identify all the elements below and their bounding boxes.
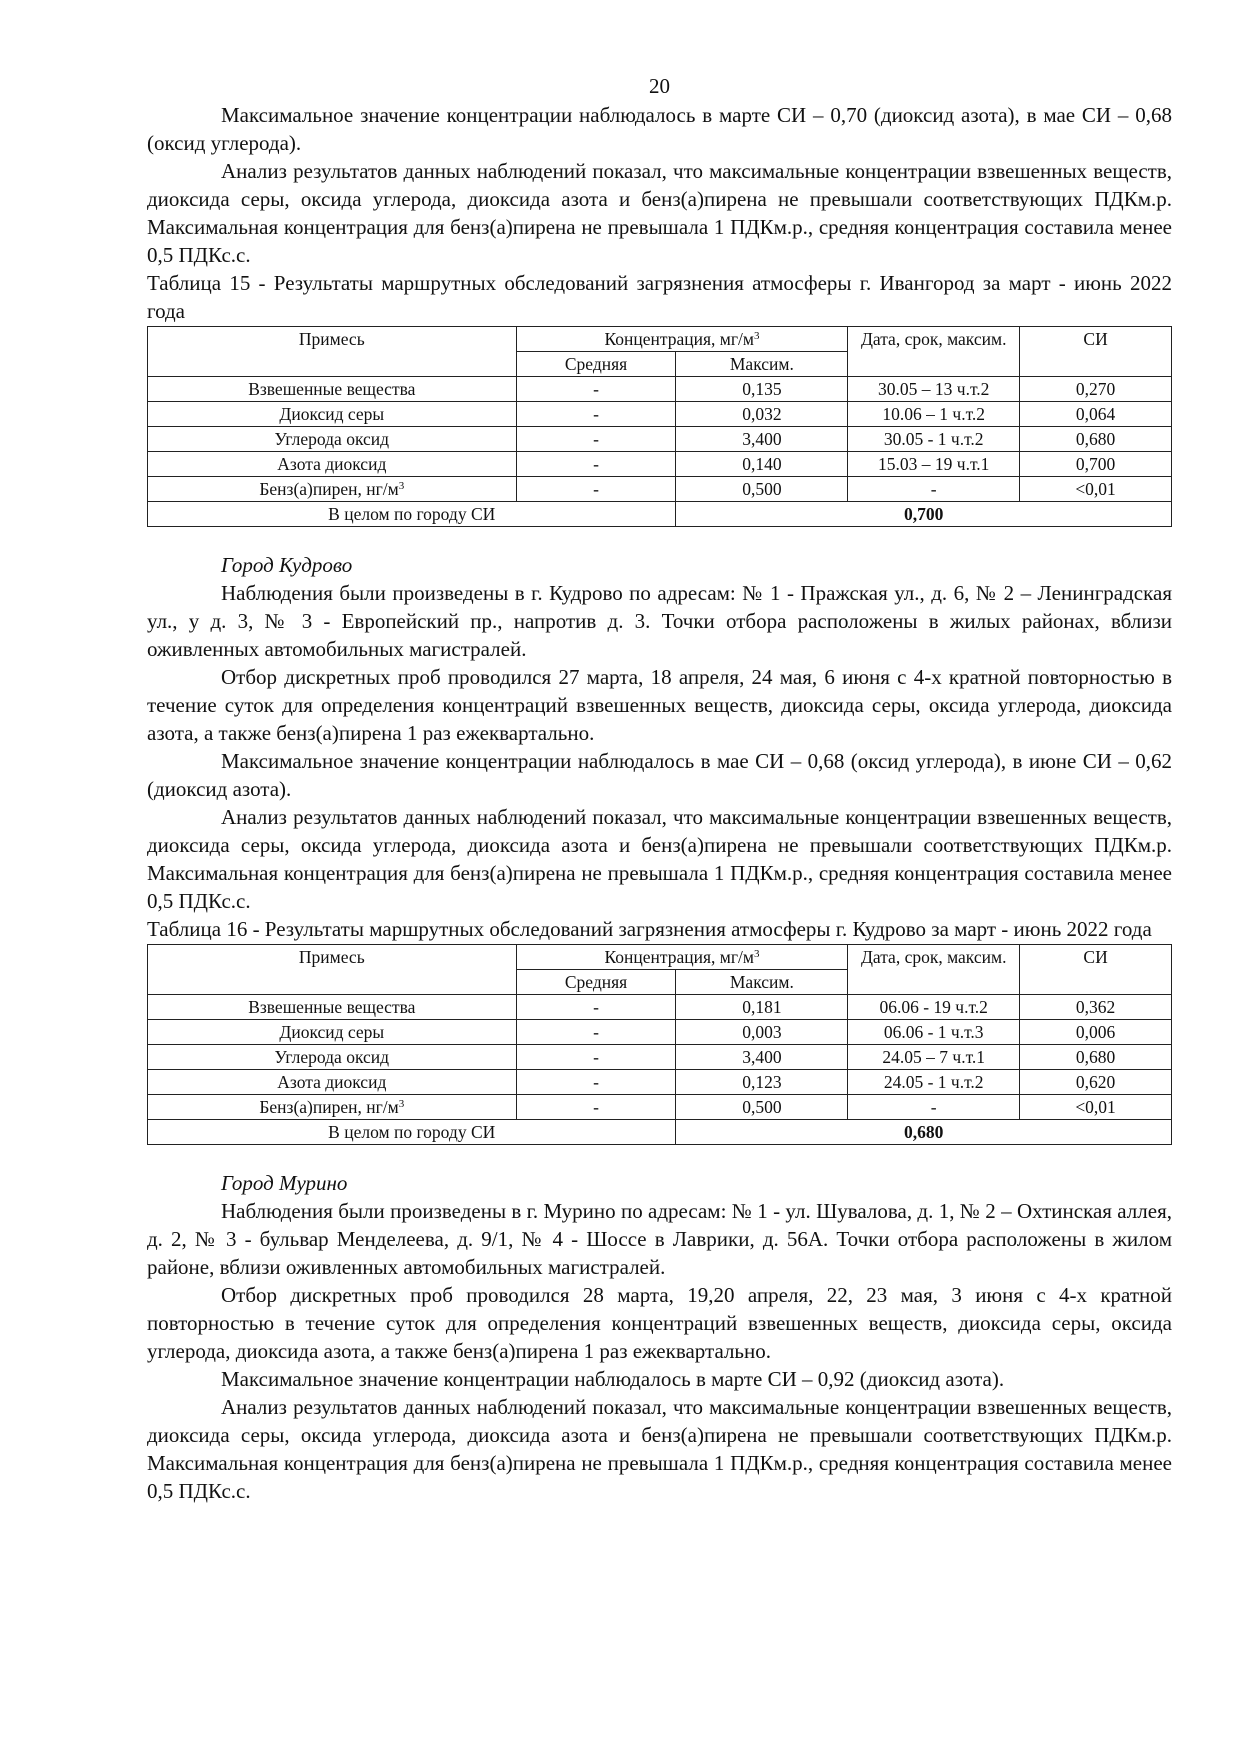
cell-mean: - [516,1095,676,1120]
cell-date: - [848,477,1020,502]
cell-date: 24.05 – 7 ч.т.1 [848,1045,1020,1070]
cell-mean: - [516,1070,676,1095]
table-row [148,477,1172,502]
cell-si: <0,01 [1020,1095,1172,1120]
cell-date: 10.06 – 1 ч.т.2 [848,402,1020,427]
header-substance: Примесь [148,327,517,377]
cell-date: 06.06 - 1 ч.т.3 [848,1020,1020,1045]
section-title-kudrovo: Город Кудрово [221,553,353,577]
cell-si: 0,700 [1020,452,1172,477]
total-value: 0,700 [676,502,1172,527]
table-total-row [148,1120,1172,1145]
header-concentration-label: Концентрация, мг/м [604,947,754,967]
header-concentration-label: Концентрация, мг/м [604,329,754,349]
cell-substance: Взвешенные вещества [148,377,517,402]
paragraph-ivangorod-max: Максимальное значение концентрации наблюдалось в марте СИ – 0,70 (диоксид азота), в мае СИ – 0,68 (оксид углерода). [147,103,1172,155]
cell-si: 0,620 [1020,1070,1172,1095]
table-row [148,402,1172,427]
paragraph-kudrovo-4: Анализ результатов данных наблюдений показал, что максимальные концентрации взвешенных веществ, диоксида серы, оксида углерода, диоксида азота и бенз(а)пирена не превышали соответствующих ПДКм.р. Максимальная концентрация для бенз(а)пирена не превышала 1 ПДКм.р., средняя концентрация составила менее 0,5 ПДКс.с. [147,805,1172,913]
table-row [148,427,1172,452]
header-concentration [516,945,848,970]
paragraph-murino-1: Наблюдения были произведены в г. Мурино по адресам: № 1 - ул. Шувалова, д. 1, № 2 – Охтинская аллея, д. 2, № 3 - бульвар Менделеева, д. 9/1, № 4 - Шоссе в Лаврики, д. 56А. Точки отбора расположены в жилом районе, вблизи оживленных автомобильных магистралей. [147,1199,1172,1279]
cell-si: <0,01 [1020,477,1172,502]
cell-max: 3,400 [676,427,848,452]
cell-date: 15.03 – 19 ч.т.1 [848,452,1020,477]
page-number: 20 [649,74,670,98]
cell-substance: Углерода оксид [148,1045,517,1070]
paragraph-kudrovo-3: Максимальное значение концентрации наблюдалось в мае СИ – 0,68 (оксид углерода), в июне СИ – 0,62 (диоксид азота). [147,749,1172,801]
table-header-row [148,945,1172,970]
header-concentration-sup: 3 [753,948,760,960]
cell-max: 0,123 [676,1070,848,1095]
header-concentration [516,327,848,352]
section-title-murino: Город Мурино [221,1171,348,1195]
table-row [148,452,1172,477]
cell-substance-sup: 3 [398,480,405,492]
cell-max: 0,500 [676,1095,848,1120]
header-date: Дата, срок, максим. [848,945,1020,995]
cell-si: 0,680 [1020,427,1172,452]
paragraph-murino-3: Максимальное значение концентрации наблюдалось в марте СИ – 0,92 (диоксид азота). [221,1367,1005,1391]
paragraph-ivangorod-analysis: Анализ результатов данных наблюдений показал, что максимальные концентрации взвешенных веществ, диоксида серы, оксида углерода, диоксида азота и бенз(а)пирена не превышали соответствующих ПДКм.р. Максимальная концентрация для бенз(а)пирена не превышала 1 ПДКм.р., средняя концентрация составила менее 0,5 ПДКс.с. [147,159,1172,267]
cell-max: 0,003 [676,1020,848,1045]
cell-date: - [848,1095,1020,1120]
document-page [147,72,1172,1505]
cell-substance: Диоксид серы [148,1020,517,1045]
cell-mean: - [516,477,676,502]
cell-mean: - [516,1020,676,1045]
table-row [148,1045,1172,1070]
header-date: Дата, срок, максим. [848,327,1020,377]
table16-caption: Таблица 16 - Результаты маршрутных обследований загрязнения атмосферы г. Кудрово за март - июнь 2022 года [147,917,1152,941]
table-header-row [148,327,1172,352]
header-concentration-sup: 3 [753,330,760,342]
cell-substance-sup: 3 [398,1098,405,1110]
total-label: В целом по городу СИ [148,1120,676,1145]
header-substance: Примесь [148,945,517,995]
cell-max: 0,500 [676,477,848,502]
cell-si: 0,064 [1020,402,1172,427]
table15 [147,326,1172,527]
cell-si: 0,270 [1020,377,1172,402]
table-row [148,995,1172,1020]
cell-mean: - [516,1045,676,1070]
paragraph-murino-2: Отбор дискретных проб проводился 28 марта, 19,20 апреля, 22, 23 мая, 3 июня с 4-х кратной повторностью в течение суток для определения концентраций взвешенных веществ, диоксида серы, оксида углерода, диоксида азота, а также бенз(а)пирена 1 раз ежеквартально. [147,1283,1172,1363]
cell-substance-label: Бенз(а)пирен, нг/м [259,479,399,499]
cell-max: 0,140 [676,452,848,477]
paragraph-kudrovo-2: Отбор дискретных проб проводился 27 марта, 18 апреля, 24 мая, 6 июня с 4-х кратной повторностью в течение суток для определения концентраций взвешенных веществ, диоксида серы, оксида углерода, диоксида азота, а также бенз(а)пирена 1 раз ежеквартально. [147,665,1172,745]
table-row [148,377,1172,402]
cell-si: 0,006 [1020,1020,1172,1045]
cell-substance: Взвешенные вещества [148,995,517,1020]
header-mean: Средняя [516,970,676,995]
cell-date: 24.05 - 1 ч.т.2 [848,1070,1020,1095]
table-row [148,1095,1172,1120]
cell-substance [148,477,517,502]
cell-substance: Диоксид серы [148,402,517,427]
table16 [147,944,1172,1145]
header-max: Максим. [676,352,848,377]
table15-caption: Таблица 15 - Результаты маршрутных обследований загрязнения атмосферы г. Ивангород за март - июнь 2022 года [147,271,1172,323]
header-mean: Средняя [516,352,676,377]
cell-max: 0,032 [676,402,848,427]
cell-date: 30.05 – 13 ч.т.2 [848,377,1020,402]
cell-max: 0,135 [676,377,848,402]
cell-max: 0,181 [676,995,848,1020]
cell-substance: Азота диоксид [148,1070,517,1095]
cell-date: 06.06 - 19 ч.т.2 [848,995,1020,1020]
cell-date: 30.05 - 1 ч.т.2 [848,427,1020,452]
cell-si: 0,362 [1020,995,1172,1020]
header-si: СИ [1020,945,1172,995]
cell-substance: Углерода оксид [148,427,517,452]
cell-mean: - [516,995,676,1020]
cell-substance: Азота диоксид [148,452,517,477]
cell-mean: - [516,402,676,427]
cell-si: 0,680 [1020,1045,1172,1070]
cell-substance [148,1095,517,1120]
paragraph-kudrovo-1: Наблюдения были произведены в г. Кудрово по адресам: № 1 - Пражская ул., д. 6, № 2 – Ленинградская ул., у д. 3, № 3 - Европейский пр., напротив д. 3. Точки отбора расположены в жилых районах, вблизи оживленных автомобильных магистралей. [147,581,1172,661]
table-row [148,1020,1172,1045]
table-total-row [148,502,1172,527]
cell-substance-label: Бенз(а)пирен, нг/м [259,1097,399,1117]
cell-mean: - [516,452,676,477]
cell-max: 3,400 [676,1045,848,1070]
table-row [148,1070,1172,1095]
header-si: СИ [1020,327,1172,377]
paragraph-murino-4: Анализ результатов данных наблюдений показал, что максимальные концентрации взвешенных веществ, диоксида серы, оксида углерода, диоксида азота и бенз(а)пирена не превышали соответствующих ПДКм.р. Максимальная концентрация для бенз(а)пирена не превышала 1 ПДКм.р., средняя концентрация составила менее 0,5 ПДКс.с. [147,1395,1172,1503]
total-value: 0,680 [676,1120,1172,1145]
total-label: В целом по городу СИ [148,502,676,527]
cell-mean: - [516,427,676,452]
cell-mean: - [516,377,676,402]
header-max: Максим. [676,970,848,995]
